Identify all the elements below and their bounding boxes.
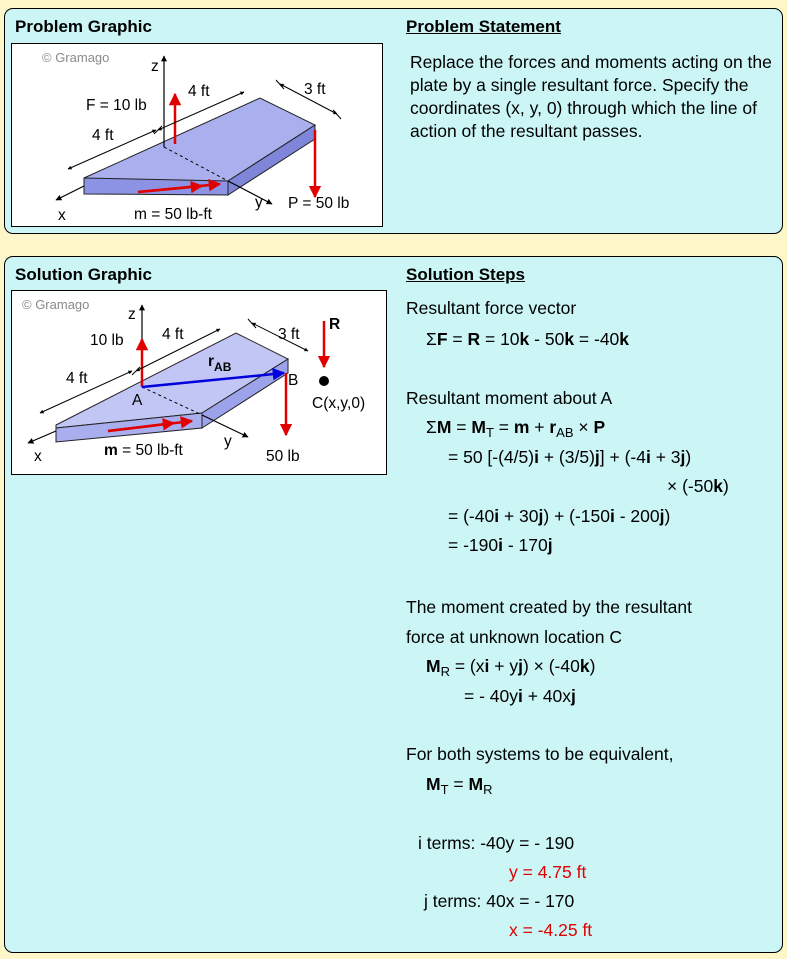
solution-graphic-title: Solution Graphic <box>15 265 152 284</box>
step2-heading: Resultant moment about A <box>406 388 613 408</box>
moment-label: m = 50 lb-ft <box>104 442 183 459</box>
point-b-label: B <box>288 372 299 389</box>
step3-eq2-text: = - 40yi + 40xj <box>464 686 576 706</box>
solution-graphic <box>11 290 387 475</box>
step2-eq1 <box>426 416 605 439</box>
step4-eq-text: $M_T = M_R$ <box>426 774 493 797</box>
step1-eq-text: ΣF = R = 10k - 50k = -40k <box>426 329 630 349</box>
step4-equation <box>426 773 492 796</box>
y-label: y <box>255 194 263 211</box>
force-10-label: 10 lb <box>90 332 124 349</box>
x-axis <box>28 431 56 443</box>
problem-panel <box>4 8 783 234</box>
z-label: z <box>128 306 136 323</box>
step3-heading-1: The moment created by the resultant <box>406 597 692 617</box>
force-f-label: F = 10 lb <box>86 97 147 114</box>
step2-eq5-text: = -190i - 170j <box>448 535 553 555</box>
step2-eq4-text: = (-40i + 30j) + (-150i - 200j) <box>448 506 671 526</box>
force-p-label: P = 50 lb <box>288 195 350 212</box>
dim-4ft-left: 4 ft <box>66 370 88 387</box>
x-result: x = -4.25 ft <box>509 920 593 940</box>
z-label: z <box>151 58 159 75</box>
plate <box>56 333 288 442</box>
step2-eq1-text: $\Sigma M = M_T = m + r_{AB} \times P$ <box>426 417 606 440</box>
i-terms: i terms: -40y = - 190 <box>418 833 575 853</box>
step2-eq3 <box>667 475 729 498</box>
point-c-label: C(x,y,0) <box>312 395 366 412</box>
step2-eq5 <box>448 534 553 557</box>
step2-eq3-text: × (-50k) <box>667 476 729 496</box>
step3-heading-2: force at unknown location C <box>406 627 622 647</box>
moment-label: m = 50 lb-ft <box>134 206 212 223</box>
watermark: © Gramago <box>22 297 90 312</box>
step2-eq4 <box>448 505 670 528</box>
solution-diagram <box>12 291 388 476</box>
watermark: © Gramago <box>42 50 110 65</box>
dim-3ft: 3 ft <box>278 326 300 343</box>
point-c-dot <box>319 376 329 386</box>
dim-4ft-top: 4 ft <box>162 326 184 343</box>
problem-graphic-title: Problem Graphic <box>15 17 152 36</box>
dim-4ft-top: 4 ft <box>188 83 210 100</box>
x-label: x <box>34 448 42 465</box>
step2-eq2-text: = 50 [-(4/5)i + (3/5)j] + (-4i + 3j) <box>448 447 692 467</box>
y-axis <box>228 181 272 204</box>
step4-heading: For both systems to be equivalent, <box>406 744 674 764</box>
step1-equation <box>426 328 629 351</box>
problem-statement-text: Replace the forces and moments acting on the plate by a single resultant force. Specify the coordinates (x, y, 0) through which the line of action of the resultant passes. <box>410 52 772 141</box>
rab-label: $r_{AB}$ <box>208 353 232 374</box>
solution-steps-title: Solution Steps <box>406 265 525 284</box>
problem-graphic <box>11 43 383 227</box>
step3-eq2 <box>464 685 576 708</box>
step3-eq1-text: $M_R = (xi + yj) \times (-40k)$ <box>426 656 596 679</box>
dim-3ft: 3 ft <box>304 81 326 98</box>
point-a-label: A <box>132 392 143 409</box>
resultant-r-label: R <box>329 316 341 333</box>
force-50-label: 50 lb <box>266 448 300 465</box>
j-terms: j terms: 40x = - 170 <box>424 891 575 911</box>
problem-statement-title: Problem Statement <box>406 17 561 36</box>
x-label: x <box>58 207 66 224</box>
solution-panel <box>4 256 783 953</box>
y-label: y <box>224 433 232 450</box>
y-result: y = 4.75 ft <box>509 862 587 882</box>
x-axis <box>56 186 84 200</box>
problem-diagram <box>12 44 384 228</box>
step3-eq1 <box>426 655 595 678</box>
step1-heading: Resultant force vector <box>406 298 577 318</box>
dim-4ft-left: 4 ft <box>92 127 114 144</box>
step2-eq2 <box>448 446 691 469</box>
